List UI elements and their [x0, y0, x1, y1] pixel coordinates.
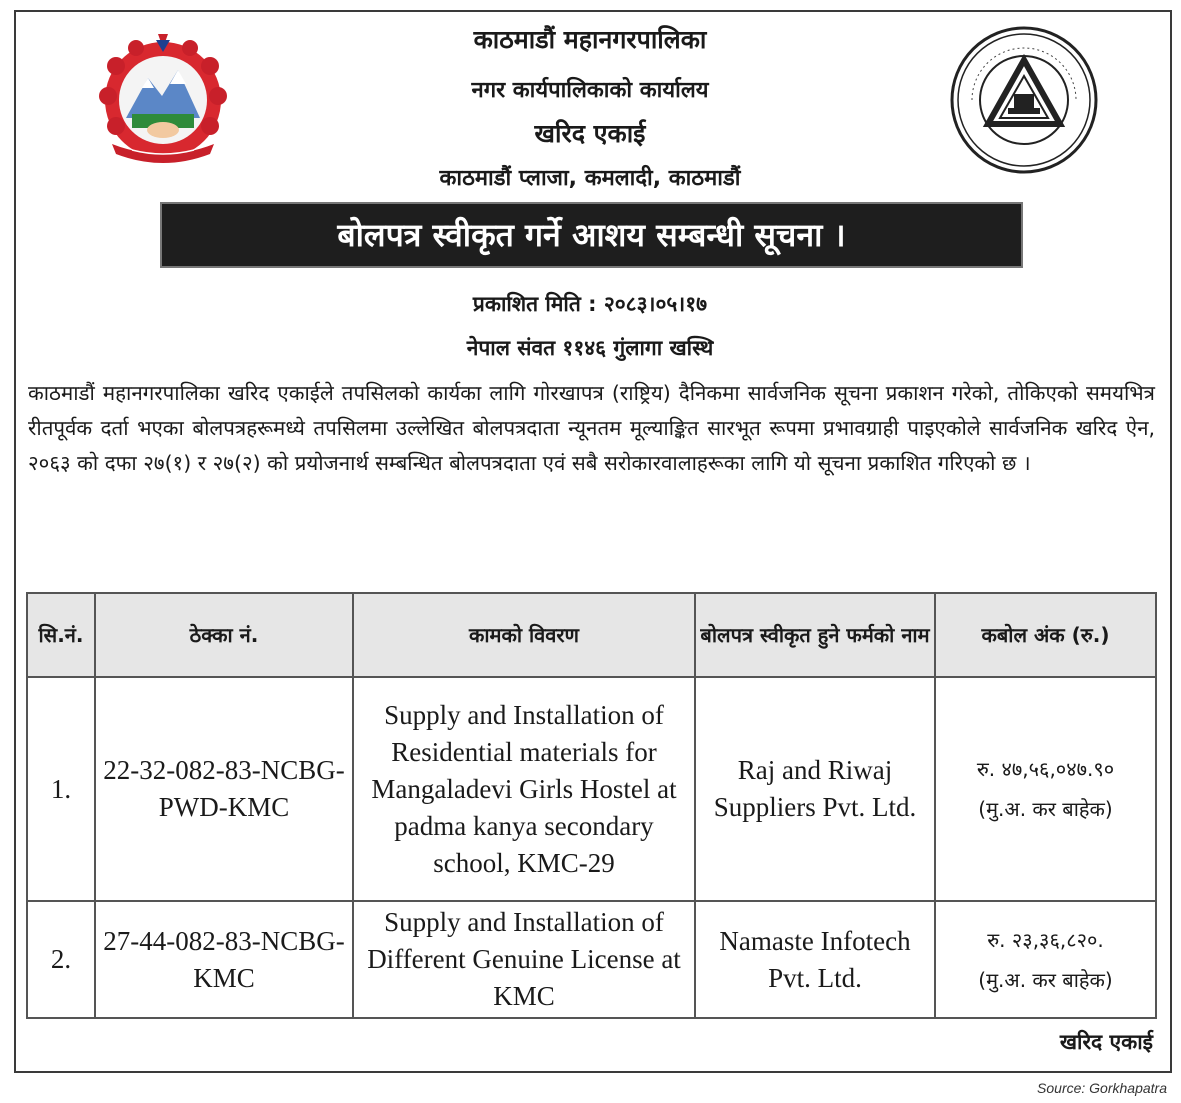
office-name: नगर कार्यपालिकाको कार्यालय — [471, 78, 709, 103]
cell-firm: Raj and Riwaj Suppliers Pvt. Ltd. — [695, 677, 935, 901]
nepal-emblem-icon — [92, 26, 234, 166]
cell-sn: 2. — [27, 901, 95, 1018]
org-name: काठमाडौं महानगरपालिका — [473, 25, 707, 54]
cell-description: Supply and Installation of Different Genuine License at KMC — [353, 901, 695, 1018]
cell-amount — [935, 677, 1156, 901]
unit-name: खरिद एकाई — [534, 119, 646, 148]
table-row — [27, 901, 1156, 1018]
table-row — [27, 677, 1156, 901]
col-header-firm: बोलपत्र स्वीकृत हुने फर्मको नाम — [695, 593, 935, 677]
amount-note: (मु.अ. कर बाहेक) — [978, 797, 1113, 821]
cell-sn: 1. — [27, 677, 95, 901]
amount-note: (मु.अ. कर बाहेक) — [978, 967, 1113, 992]
address: काठमाडौं प्लाजा, कमलादी, काठमाडौं — [439, 166, 741, 191]
award-table — [26, 592, 1157, 1019]
col-header-contract: ठेक्का नं. — [95, 593, 353, 677]
cell-contract-no: 27-44-082-83-NCBG-KMC — [95, 901, 353, 1018]
source-credit: Source: Gorkhapatra — [1037, 1080, 1167, 1096]
published-date: प्रकाशित मिति : २०८३।०५।१७ — [472, 292, 708, 316]
amount-value: रु. ४७,५६,०४७.९० — [976, 757, 1115, 781]
amount-value: रु. २३,३६,८२०. — [987, 927, 1104, 952]
notice-body: काठमाडौं महानगरपालिका खरिद एकाईले तपसिलको कार्यका लागि गोरखापत्र (राष्ट्रिय) दैनिकमा सार्वजनिक सूचना प्रकाशन गरेको, तोकिएको समयभित्र रीतपूर्वक दर्ता भएका बोलपत्रहरूमध्ये तपसिलमा उल्लेखित बोलपत्रदाता न्यूनतम मूल्याङ्कित सारभूत रूपमा प्रभावग्राही पाइएकोले सार्वजनिक खरिद ऐन, २०६३ को दफा २७(१) र २७(२) को प्रयोजनार्थ सम्बन्धित बोलपत्रदाता एवं सबै सरोकारवालाहरूका लागि यो सूचना प्रकाशित गरिएको छ । — [28, 381, 1155, 475]
kmc-seal-icon — [948, 24, 1100, 176]
cell-description: Supply and Installation of Residential materials for Mangaladevi Girls Hostel at padma kanya secondary school, KMC-29 — [353, 677, 695, 901]
cell-contract-no: 22-32-082-83-NCBG-PWD-KMC — [95, 677, 353, 901]
signoff: खरिद एकाई — [1059, 1030, 1153, 1054]
col-header-amount: कबोल अंक (रु.) — [935, 593, 1156, 677]
cell-firm: Namaste Infotech Pvt. Ltd. — [695, 901, 935, 1018]
col-header-sn: सि.नं. — [27, 593, 95, 677]
col-header-description: कामको विवरण — [353, 593, 695, 677]
notice-title-banner — [160, 202, 1023, 268]
table-header-row — [27, 593, 1156, 677]
nepal-samvat-date: नेपाल संवत ११४६ गुंलागा खस्थि — [466, 336, 714, 360]
cell-amount — [935, 901, 1156, 1018]
notice-title: बोलपत्र स्वीकृत गर्ने आशय सम्बन्धी सूचना । — [337, 216, 846, 254]
